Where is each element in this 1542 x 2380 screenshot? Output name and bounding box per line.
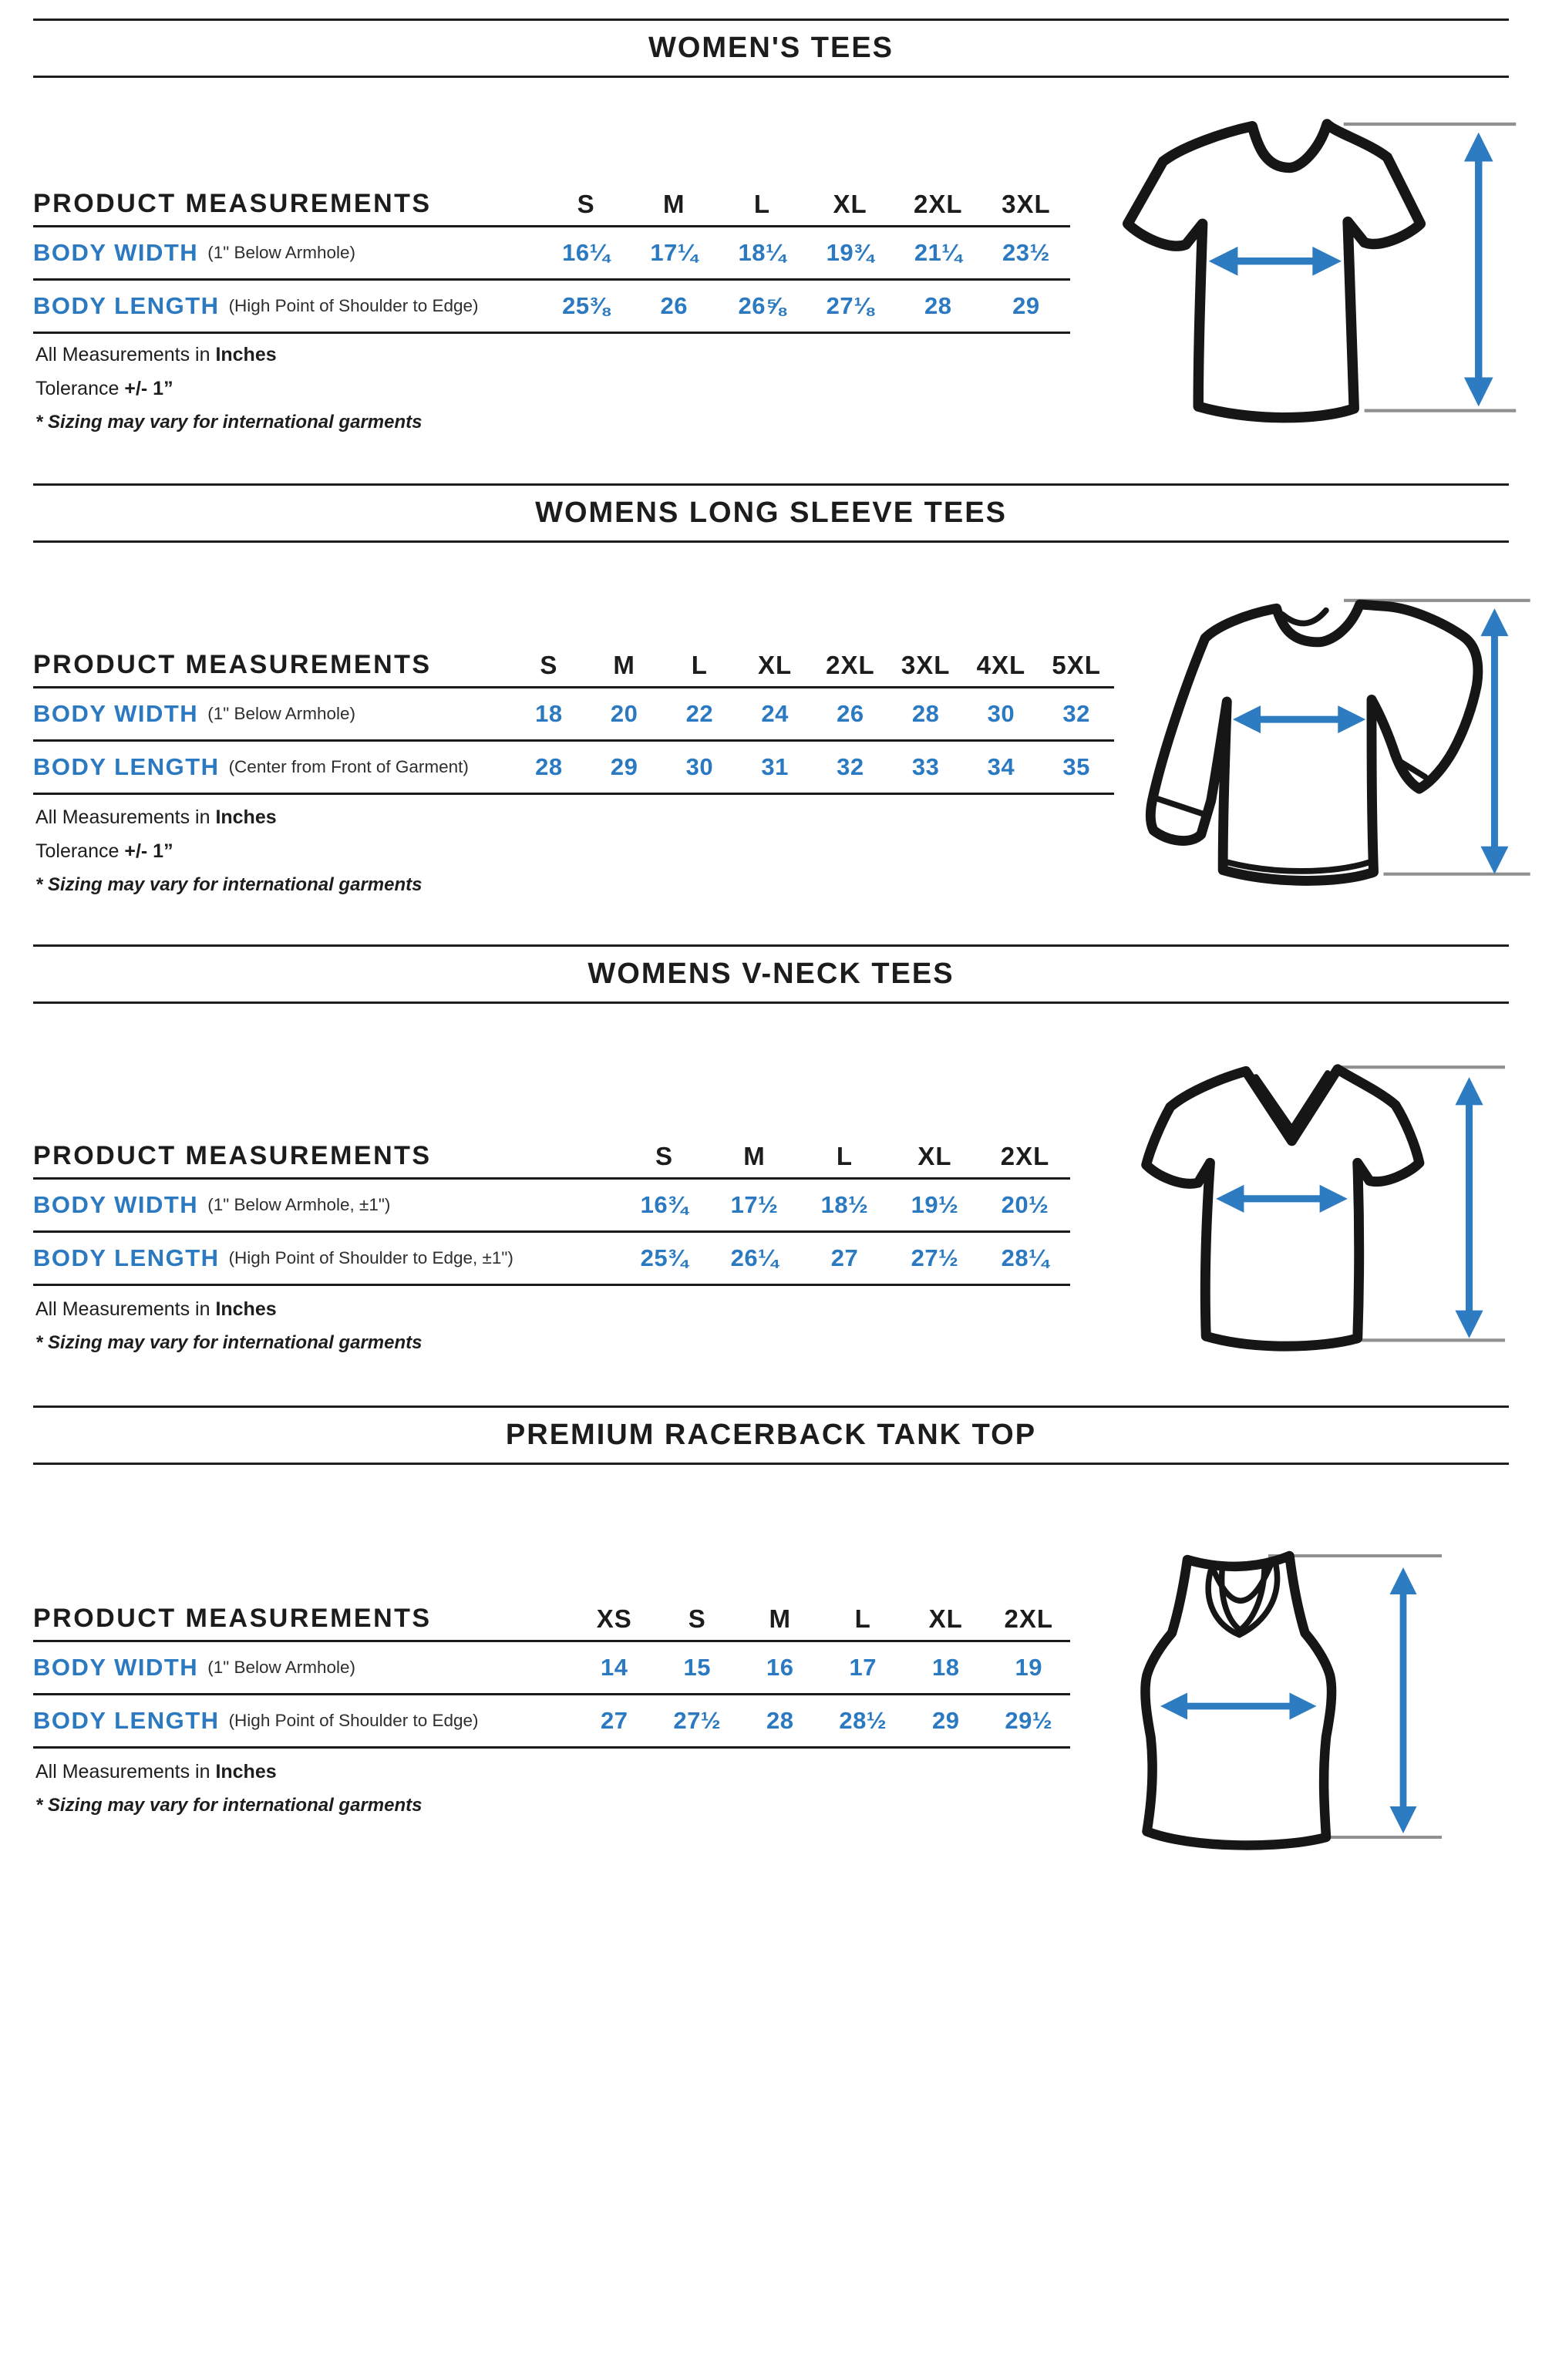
section-title-band [33,483,1509,543]
row-label: BODY LENGTH [33,753,220,780]
size-column-header: S [540,651,558,679]
footnotes [35,1761,422,1828]
measurement-value: 26⅝ [738,292,786,319]
measurement-value: 18¼ [738,239,786,266]
measurement-value: 14 [601,1654,628,1681]
measurement-value: 16 [766,1654,794,1681]
table-header-row [33,185,1070,225]
measurement-value: 26 [660,292,688,319]
table-header-label: PRODUCT MEASUREMENTS [33,189,432,218]
measurement-value: 30 [685,753,714,780]
size-column-header: L [691,651,708,679]
size-column-header: M [613,651,635,679]
size-table [33,185,1070,334]
size-column-header: M [743,1142,766,1170]
size-table [33,646,1114,795]
measurement-value: 18 [932,1654,960,1681]
row-label: BODY LENGTH [33,1707,220,1734]
section-title: WOMEN'S TEES [648,32,894,64]
measurement-value: 22 [685,700,714,727]
measurement-value: 27 [601,1707,628,1734]
measurement-value: 30 [987,700,1015,727]
measurement-value: 20 [610,700,638,727]
size-column-header: 4XL [976,651,1026,679]
measurement-value: 31 [761,753,789,780]
row-label: BODY LENGTH [33,1244,220,1271]
measurement-value: 28 [924,292,952,319]
section-title-band [33,19,1509,78]
size-column-header: L [836,1142,853,1170]
sizing-note: * Sizing may vary for international garments [35,1795,423,1816]
size-column-header: 2XL [826,651,875,679]
measurement-value: 17 [849,1654,877,1681]
length-arrow-icon [1390,1567,1417,1833]
size-column-header: 2XL [1004,1604,1054,1633]
section-title: WOMENS LONG SLEEVE TEES [535,497,1007,529]
row-note: (1" Below Armhole) [207,243,356,262]
measurement-value: 18 [535,700,563,727]
measurement-value: 25⅜ [562,292,610,319]
measurement-value: 32 [1062,700,1090,727]
size-column-header: S [577,190,595,218]
tee-outline [1128,124,1421,418]
measurement-value: 19¾ [826,239,874,266]
measurement-value: 17½ [730,1191,779,1218]
measurements-note: All Measurements in Inches [35,1298,277,1320]
row-note: (1" Below Armhole, ±1") [207,1195,391,1214]
measurement-value: 25¾ [640,1244,689,1271]
section-title-band [33,1405,1509,1465]
measurement-value: 18½ [820,1191,869,1218]
measurement-value: 17¼ [650,239,699,266]
measurement-value: 27½ [673,1707,722,1734]
measurement-value: 24 [761,700,789,727]
footnotes [35,1298,422,1365]
measurement-value: 26 [837,700,864,727]
footnotes [35,344,422,445]
size-column-header: XS [596,1604,632,1633]
row-note: (High Point of Shoulder to Edge) [228,1711,479,1730]
measurement-value: 29 [932,1707,960,1734]
table-row [33,278,1070,332]
table-header-label: PRODUCT MEASUREMENTS [33,1604,432,1633]
measurement-value: 27 [830,1244,859,1271]
table-header-row [33,1600,1070,1640]
measurement-value: 27⅛ [826,292,874,319]
length-arrow-icon [1480,608,1508,874]
sizing-note: * Sizing may vary for international garments [35,412,423,433]
table-row [33,225,1070,278]
measurements-note: All Measurements in Inches [35,344,277,365]
measurement-value: 16¼ [562,239,610,266]
size-column-header: XL [917,1142,952,1170]
row-label: BODY LENGTH [33,292,220,319]
measurement-value: 29 [610,753,638,780]
measurements-note: All Measurements in Inches [35,1761,277,1782]
size-column-header: L [753,190,770,218]
length-arrow-icon [1464,133,1493,406]
size-column-header: XL [928,1604,963,1633]
section-title: WOMENS V-NECK TEES [588,958,954,990]
size-column-header: M [662,190,685,218]
long-sleeve-outline [1150,604,1478,880]
measurement-value: 19 [1015,1654,1042,1681]
row-note: (High Point of Shoulder to Edge) [228,296,479,315]
table-row [33,1640,1070,1693]
row-label: BODY WIDTH [33,1654,199,1681]
measurement-value: 33 [911,753,940,780]
size-column-header: S [655,1142,673,1170]
collar-inner-line [1282,611,1326,624]
sizing-note: * Sizing may vary for international garments [35,874,423,895]
long-sleeve-tee-icon [1122,577,1538,917]
row-note: (1" Below Armhole) [207,1658,356,1677]
measurement-value: 27½ [911,1244,959,1271]
row-label: BODY WIDTH [33,239,199,266]
size-column-header: S [688,1604,706,1633]
measurements-note: All Measurements in Inches [35,806,277,828]
size-table [33,1600,1070,1749]
size-column-header: 3XL [901,651,951,679]
measurement-value: 35 [1062,753,1090,780]
table-header-label: PRODUCT MEASUREMENTS [33,650,432,679]
measurement-value: 28½ [839,1707,887,1734]
size-column-header: M [769,1604,791,1633]
section-title: PREMIUM RACERBACK TANK TOP [505,1419,1037,1451]
measurement-value: 28 [766,1707,794,1734]
row-label: BODY WIDTH [33,700,199,727]
row-note: (Center from Front of Garment) [228,757,469,776]
measurement-value: 16¾ [640,1191,689,1218]
size-column-header: L [854,1604,871,1633]
footnotes [35,806,422,907]
size-column-header: XL [833,190,867,218]
row-note: (1" Below Armhole) [207,704,356,723]
sizing-note: * Sizing may vary for international garments [35,1332,423,1353]
row-note: (High Point of Shoulder to Edge, ±1") [228,1248,513,1267]
measurement-value: 21¼ [914,239,962,266]
table-header-row [33,1137,1070,1177]
table-header-label: PRODUCT MEASUREMENTS [33,1141,432,1170]
tolerance-note: Tolerance +/- 1” [35,378,173,399]
size-column-header: 3XL [1002,190,1051,218]
table-row [33,1693,1070,1746]
measurement-value: 34 [987,753,1015,780]
measurement-value: 28¼ [1001,1244,1049,1271]
crew-neck-tee-icon [1099,97,1524,454]
tolerance-note: Tolerance +/- 1” [35,840,173,862]
table-row [33,1230,1070,1284]
v-neck-outline [1146,1069,1419,1346]
measurement-value: 28 [535,753,563,780]
measurement-value: 20½ [1001,1191,1049,1218]
table-row [33,739,1114,793]
size-column-header: XL [758,651,793,679]
measurement-value: 23½ [1002,239,1050,266]
measurement-value: 28 [911,700,940,727]
table-row [33,686,1114,739]
size-column-header: 5XL [1052,651,1101,679]
table-row [33,1177,1070,1230]
size-table [33,1137,1070,1286]
table-header-row [33,646,1114,686]
racerback-tank-icon [1099,1529,1484,1880]
measurement-value: 29 [1012,292,1040,319]
size-column-header: 2XL [913,190,963,218]
measurement-value: 29½ [1005,1707,1053,1734]
measurement-value: 26¼ [730,1244,779,1271]
length-arrow-icon [1455,1077,1483,1338]
v-neck-tee-icon [1106,1039,1515,1382]
measurement-value: 32 [837,753,864,780]
section-title-band [33,944,1509,1004]
measurement-value: 15 [683,1654,711,1681]
size-column-header: 2XL [1000,1142,1050,1170]
measurement-value: 19½ [911,1191,959,1218]
row-label: BODY WIDTH [33,1191,199,1218]
